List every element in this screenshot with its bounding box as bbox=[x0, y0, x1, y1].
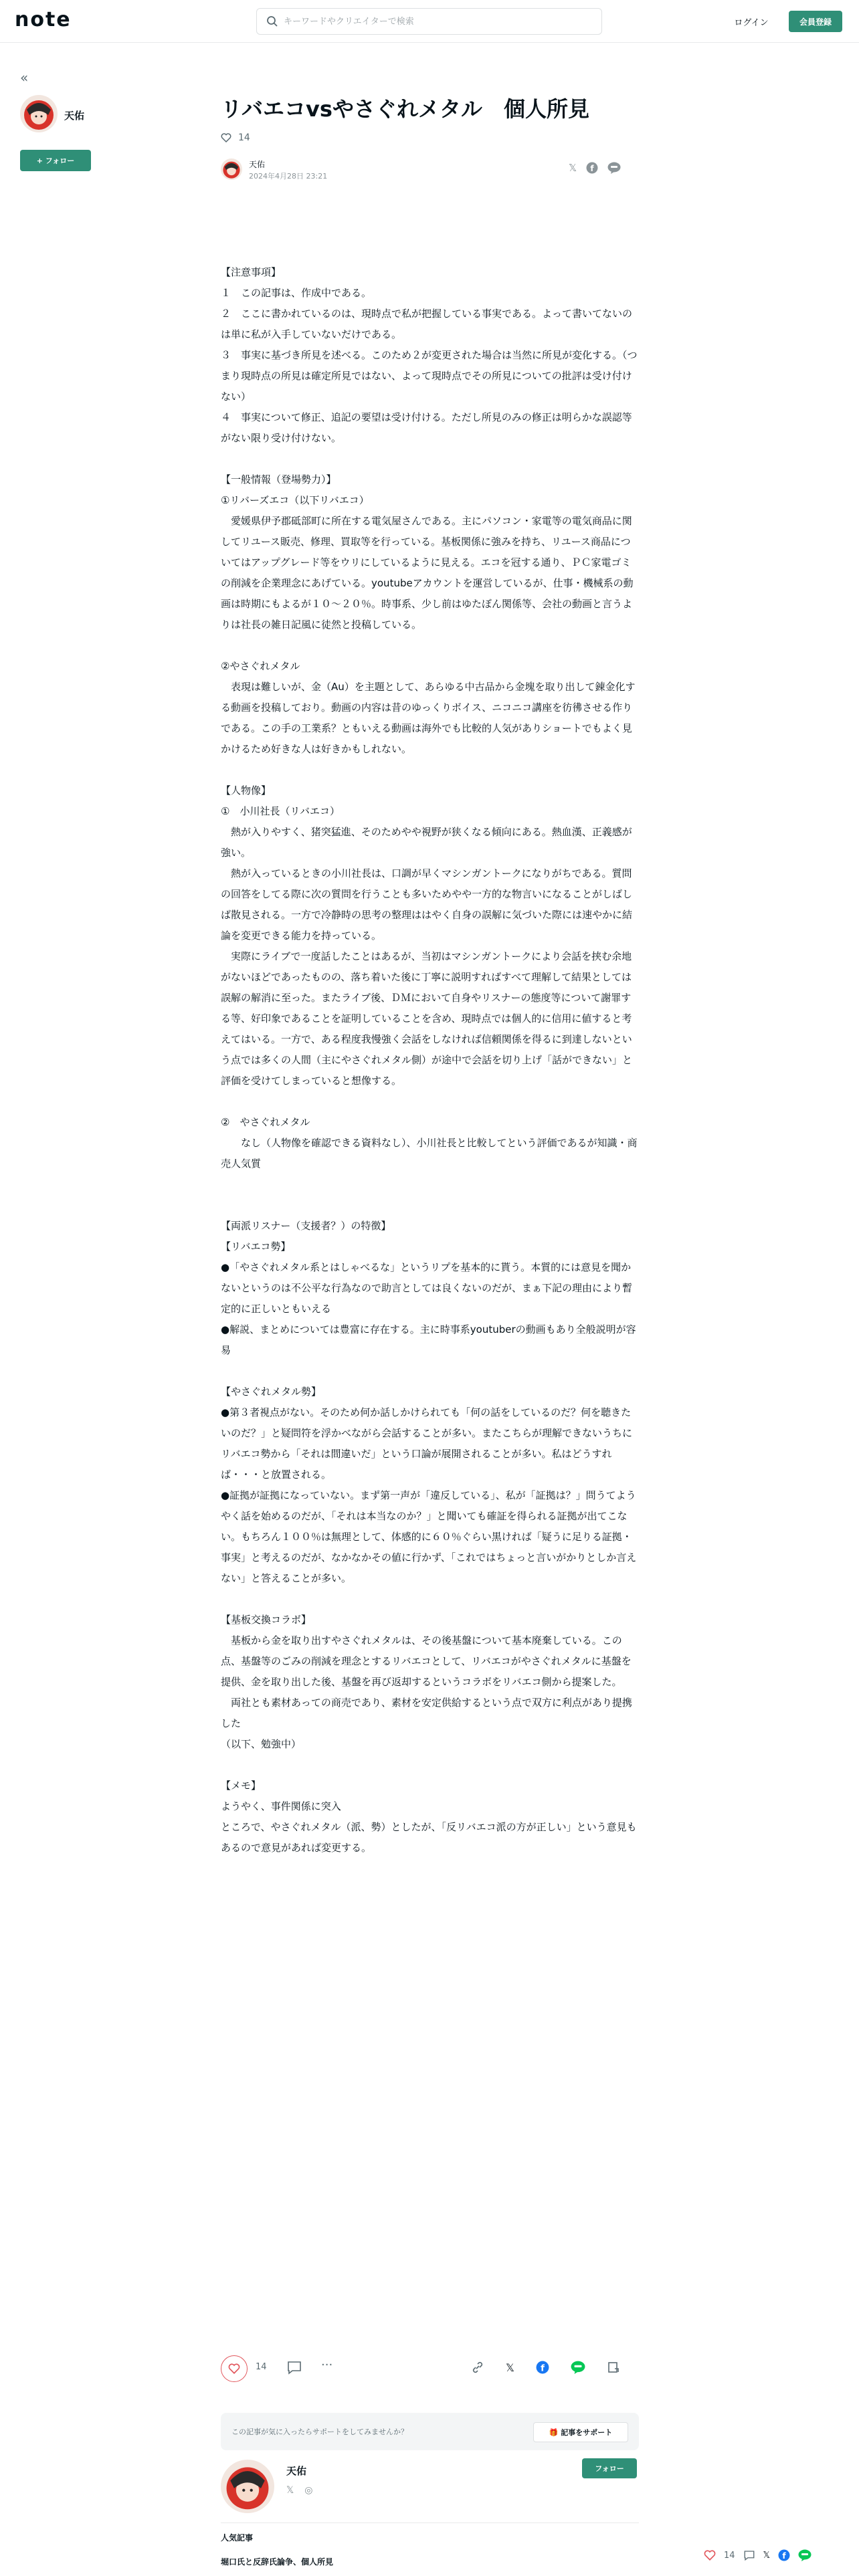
body-paragraph: ところで、やさぐれメタル（派、勢）としたが、「反リバエコ派の方が正しい」という意見もあるので意見があれば変更する。 bbox=[221, 1821, 637, 1854]
facebook-icon[interactable] bbox=[536, 2361, 549, 2374]
svg-text:f: f bbox=[540, 2363, 545, 2374]
comment-icon[interactable] bbox=[743, 2549, 755, 2561]
body-paragraph: ① 小川社長（リバエコ） bbox=[221, 805, 340, 817]
like-summary[interactable] bbox=[221, 131, 250, 144]
body-paragraph bbox=[221, 1174, 639, 1195]
support-prompt: この記事が気に入ったらサポートをしてみませんか？ bbox=[231, 2428, 408, 2436]
body-paragraph: 【一般情報（登場勢力）】 bbox=[221, 473, 337, 486]
body-paragraph: 熱が入りやすく、猪突猛進、そのためやや視野が狭くなる傾向にある。熱血漢、正義感が強い。 bbox=[221, 826, 632, 859]
body-paragraph: 基板から金を取り出すやさぐれメタルは、その後基盤について基本廃棄している。この点、基盤等のごみの削減を理念とするリバエコとして、リバエコがやさぐれメタルに基盤を提供、金を取り出した後、基盤を再び返却するというコラボをリバエコ側から提案した。 bbox=[221, 1634, 632, 1688]
author-avatar[interactable] bbox=[221, 158, 242, 180]
search-icon bbox=[266, 15, 278, 27]
profile-name[interactable]: 天佑 bbox=[286, 2465, 307, 2477]
line-icon[interactable] bbox=[798, 2549, 812, 2561]
author-name[interactable]: 天佑 bbox=[249, 160, 266, 169]
body-paragraph bbox=[221, 760, 639, 780]
body-paragraph: 【メモ】 bbox=[221, 1780, 262, 1792]
body-paragraph: 【両派リスナー（支援者？）の特徴】 bbox=[221, 1220, 391, 1232]
line-icon[interactable] bbox=[607, 162, 621, 174]
body-paragraph: 【注意事項】 bbox=[221, 266, 282, 278]
svg-text:f: f bbox=[590, 164, 594, 173]
facebook-icon[interactable] bbox=[778, 2549, 790, 2561]
gift-icon: 🎁 bbox=[549, 2428, 561, 2437]
rss-icon[interactable]: ◎ bbox=[304, 2485, 313, 2496]
body-paragraph bbox=[221, 1361, 639, 1382]
body-paragraph: 【基板交換コラボ】 bbox=[221, 1614, 312, 1626]
popular-heading: 人気記事 bbox=[221, 2533, 254, 2543]
body-paragraph: 表現は難しいが、金（Au）を主題として、あらゆる中古品から金塊を取り出して錬金化する動画を投稿しており。動画の内容は昔のゆっくりボイス、ニコニコ講座を彷彿させる作りである。この手の工業系？ともいえる動画は海外でも比較的人気がありショートでもよく見かけるため好きな人は好きかもしれない。 bbox=[221, 681, 636, 755]
body-paragraph: 愛媛県伊予郡砥部町に所在する電気屋さんである。主にパソコン・家電等の電気商品に関してリユース販売、修理、買取等を行っている。基板関係に強みを持ち、リユース商品についてはアップグレード等をウリにしているように見える。エコを冠する通り、ＰＣ家電ゴミの削減を企業理念にあげている。youtubeアカウントを運営しているが、仕事・機械系の動画は時期にもよるが１０～２０％。時事系、少し前はゆたぼん関係等、会社の動画と言うよりは社長の雑日記風に徒然と投稿している。 bbox=[221, 515, 634, 631]
body-paragraph: （以下、勉強中） bbox=[221, 1738, 302, 1750]
signup-button[interactable]: 会員登録 bbox=[789, 11, 842, 32]
sidebar-author-name[interactable]: 天佑 bbox=[64, 110, 85, 122]
body-paragraph: 【リバエコ勢】 bbox=[221, 1241, 291, 1253]
comment-icon[interactable] bbox=[286, 2359, 302, 2375]
heart-icon bbox=[221, 133, 231, 142]
article-body bbox=[221, 262, 639, 1858]
support-article-button[interactable] bbox=[533, 2422, 628, 2442]
x-icon[interactable]: 𝕏 bbox=[569, 162, 577, 174]
publish-date: 2024年4月28日 23:21 bbox=[249, 172, 328, 181]
body-paragraph: １ この記事は、作成中である。 bbox=[221, 287, 372, 299]
floating-like-count: 14 bbox=[724, 2550, 735, 2561]
x-icon[interactable]: 𝕏 bbox=[763, 2550, 771, 2561]
body-paragraph bbox=[221, 1195, 639, 1216]
support-box bbox=[221, 2413, 639, 2450]
heart-icon[interactable] bbox=[704, 2550, 716, 2561]
global-header bbox=[0, 0, 859, 43]
support-button-label: 記事をサポート bbox=[561, 2428, 613, 2437]
more-icon[interactable]: ··· bbox=[321, 2358, 333, 2372]
body-paragraph: ①リバーズエコ（以下リバエコ） bbox=[221, 494, 369, 506]
popular-article-link[interactable]: 堀口氏と反辞氏論争、個人所見 bbox=[221, 2557, 334, 2567]
search-box[interactable] bbox=[256, 8, 602, 35]
body-paragraph: ②やさぐれメタル bbox=[221, 660, 300, 672]
like-count: 14 bbox=[238, 132, 250, 143]
floating-action-bar bbox=[704, 2549, 812, 2561]
body-paragraph: ようやく、事件関係に突入 bbox=[221, 1800, 341, 1812]
body-paragraph: ４ 事実について修正、追記の要望は受け付ける。ただし所見のみの修正は明らかな誤認等がない限り受け付けない。 bbox=[221, 411, 632, 444]
body-paragraph: 熱が入っているときの小川社長は、口調が早くマシンガントークになりがちである。質問の回答をしてる際に次の質問を行うことも多いためやや一方的な物言いになることがしばしば散見される。一方で冷静時の思考の整理ははやく自身の誤解に気づいた際には速やかに結論を変更できる能力を持っている。 bbox=[221, 867, 633, 942]
like-count-bottom: 14 bbox=[256, 2362, 267, 2372]
body-paragraph bbox=[221, 1589, 639, 1610]
action-bar bbox=[221, 2354, 639, 2383]
body-paragraph: ●解説、まとめについては豊富に存在する。主に時事系youtuberの動画もあり全般説明が容易 bbox=[221, 1323, 636, 1356]
facebook-icon[interactable] bbox=[586, 162, 598, 174]
collapse-sidebar-icon[interactable]: « bbox=[20, 70, 29, 86]
body-paragraph: ●証拠が証拠になっていない。まず第一声が「違反している」、私が「証拠は？」問うてようやく話を始めるのだが、「それは本当なのか？」と聞いても確証を得られる証拠が出てこない。もちろん１００％は無理として、体感的に６０％ぐらい黒ければ「疑うに足りる証拠・事実」と考えるのだが、なかなかその値に行かず、「これではちょっと言いがかりとしか言えない」と答えることが多い。 bbox=[221, 1489, 637, 1584]
body-paragraph: ② やさぐれメタル bbox=[221, 1116, 310, 1128]
note-logo[interactable]: note bbox=[15, 8, 72, 31]
search-input[interactable] bbox=[284, 9, 591, 34]
body-paragraph bbox=[221, 1091, 639, 1112]
embed-icon[interactable] bbox=[607, 2361, 620, 2374]
sidebar-follow-button[interactable]: + フォロー bbox=[20, 150, 91, 171]
share-bar-bottom bbox=[471, 2361, 620, 2374]
body-paragraph: なし（人物像を確認できる資料なし）、小川社長と比較してという評価であるが知識・商売人気質 bbox=[221, 1137, 638, 1170]
profile-links bbox=[286, 2485, 313, 2496]
body-paragraph: ●第３者視点がない。そのため何か話しかけられても「何の話をしているのだ？何を聴きたいのだ？」と疑問符を浮かべながら会話することが多い。またこちらが理解できないうちにリバエコ勢から「それは間違いだ」という口論が展開されることが多い。私はどうすれば・・・と放置される。 bbox=[221, 1406, 633, 1481]
x-icon[interactable]: 𝕏 bbox=[506, 2361, 514, 2374]
body-paragraph: ●「やさぐれメタル系とはしゃべるな」というリプを基本的に貰う。本質的には意見を聞かないというのは不公平な行為なので助言としては良くないのだが、まぁ下記の理由により暫定的に正しいともいえる bbox=[221, 1261, 633, 1315]
body-paragraph: 両社とも素材あっての商売であり、素材を安定供給するという点で双方に利点があり提携した bbox=[221, 1697, 632, 1729]
x-icon[interactable]: 𝕏 bbox=[286, 2485, 294, 2496]
profile-avatar[interactable] bbox=[221, 2460, 274, 2513]
body-paragraph: 【人物像】 bbox=[221, 784, 272, 796]
heart-icon bbox=[228, 2363, 240, 2374]
link-icon[interactable] bbox=[471, 2361, 484, 2374]
body-paragraph bbox=[221, 635, 639, 656]
body-paragraph: 【やさぐれメタル勢】 bbox=[221, 1386, 322, 1398]
login-button[interactable]: ログイン bbox=[723, 9, 780, 33]
profile-follow-button[interactable]: フォロー bbox=[582, 2458, 637, 2478]
body-paragraph bbox=[221, 449, 639, 469]
avatar[interactable] bbox=[20, 95, 58, 132]
body-paragraph: 実際にライブで一度話したことはあるが、当初はマシンガントークにより会話を挟む余地がないほどであったものの、落ち着いた後に丁寧に説明すればすべて理解して結果としては誤解の解消に至った。またライブ後、ＤＭにおいて自身やリスナーの態度等について謝罪する等、好印象であることを証明していることを含め、現時点では個人的に信用に値すると考えてはいる。一方で、ある程度我慢強く会話をしなければ信頼関係を得るに到達しないという点では多くの人間（主にやさぐれメタル側）が途中で会話を切り上げ「話ができない」と評価を受けてしまっていると想像する。 bbox=[221, 950, 633, 1087]
body-paragraph: ２ ここに書かれているのは、現時点で私が把握している事実である。よって書いてないのは単に私が入手していないだけである。 bbox=[221, 308, 633, 340]
article-title: リバエコvsやさぐれメタル 個人所見 bbox=[221, 96, 589, 122]
svg-text:f: f bbox=[782, 2551, 786, 2561]
share-bar-top bbox=[569, 162, 621, 174]
line-icon[interactable] bbox=[571, 2361, 585, 2374]
body-paragraph: ３ 事実に基づき所見を述べる。このため２が変更された場合は当然に所見が変化する。（つまり現時点の所見は確定所見ではない、よって現時点でその所見についての批評は受け付けない） bbox=[221, 349, 638, 403]
body-paragraph bbox=[221, 1755, 639, 1776]
like-button[interactable] bbox=[221, 2355, 248, 2382]
